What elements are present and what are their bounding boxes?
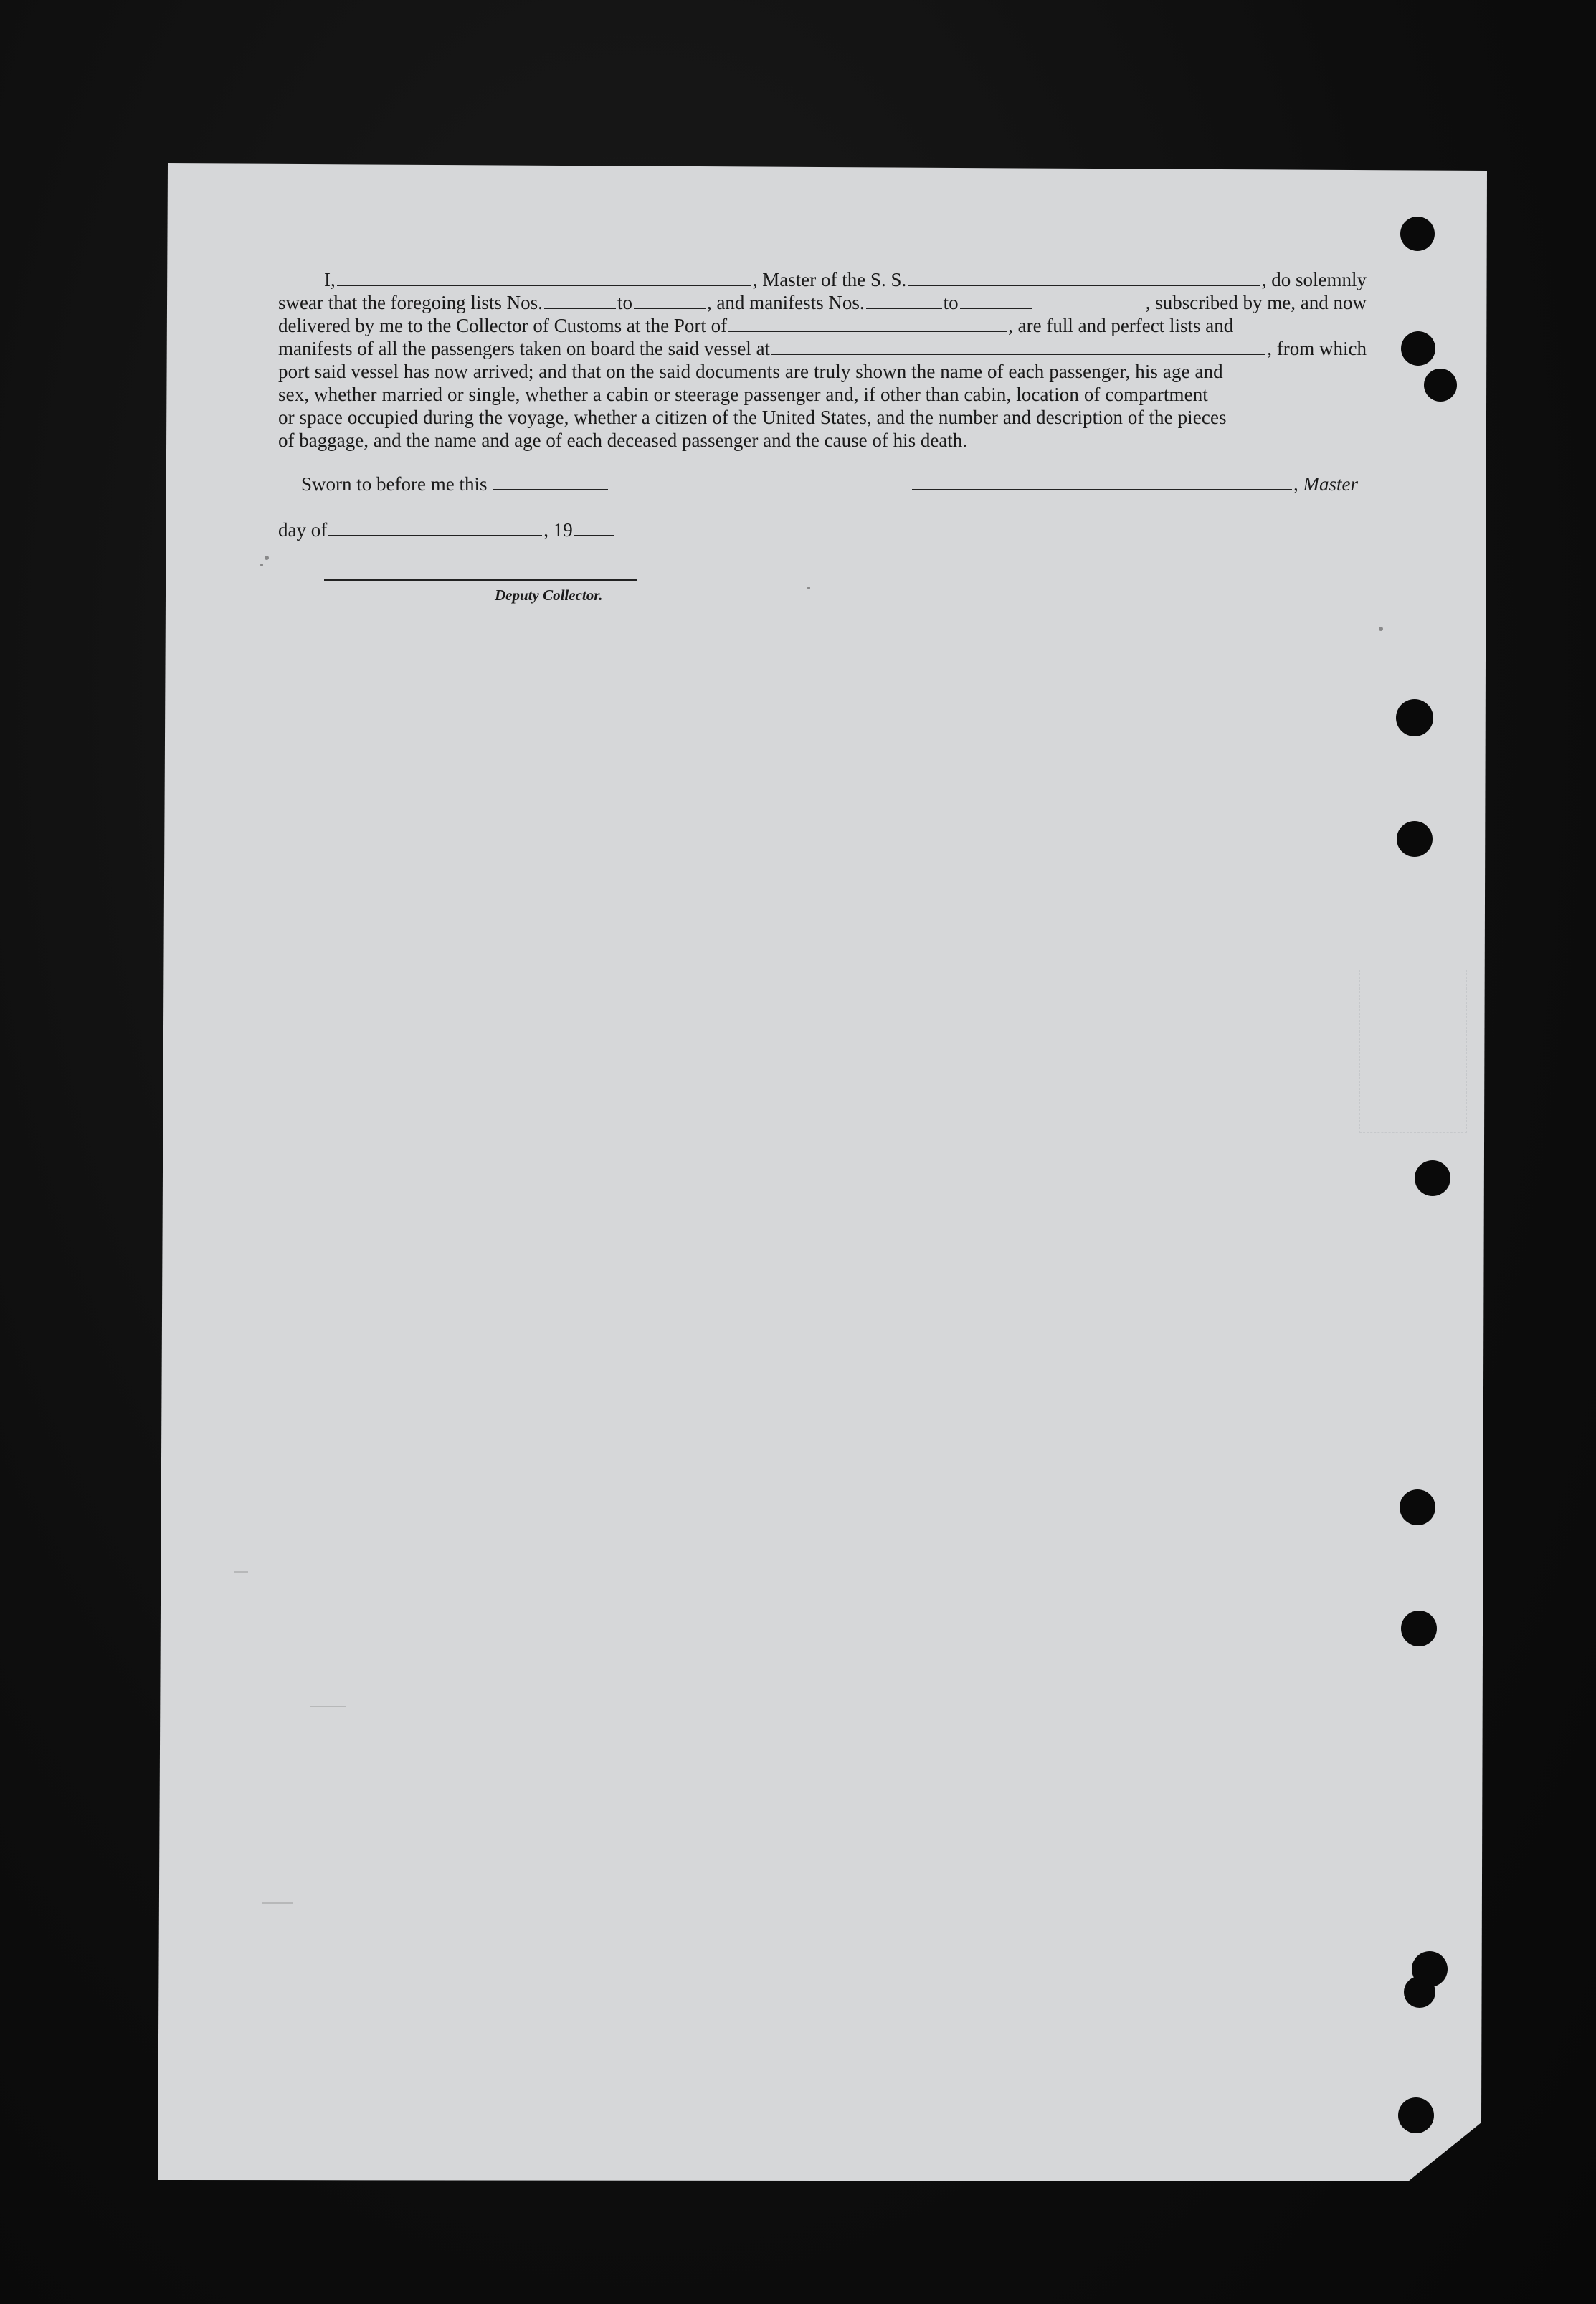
oath-text: , do solemnly xyxy=(1261,269,1367,290)
day-month-blank xyxy=(328,519,542,536)
list-from-blank xyxy=(544,292,616,309)
oath-text: to xyxy=(617,292,632,313)
oath-text: to xyxy=(943,292,959,313)
sworn-label: Sworn to before me this xyxy=(301,473,488,495)
oath-paragraph xyxy=(278,268,1367,452)
master-signature-row xyxy=(911,473,1358,496)
faint-stamp xyxy=(1359,970,1467,1133)
punch-hole-3 xyxy=(1424,369,1457,402)
manifest-to-blank xyxy=(960,292,1032,309)
speck xyxy=(265,556,269,560)
port-blank xyxy=(728,315,1007,332)
oath-line-2 xyxy=(278,291,1367,314)
paper xyxy=(158,163,1487,2181)
oath-text: , are full and perfect lists and xyxy=(1008,315,1234,336)
oath-line-1 xyxy=(278,268,1367,291)
punch-hole-1 xyxy=(1400,217,1435,251)
oath-line-4 xyxy=(278,337,1367,360)
ship-name-blank xyxy=(908,269,1260,286)
deputy-signature-line xyxy=(324,579,637,581)
oath-line-7: or space occupied during the voyage, whether a citizen of the United States, and the number and description of the pieces xyxy=(278,407,1227,428)
master-label: , Master xyxy=(1293,473,1358,495)
punch-hole-4 xyxy=(1396,699,1433,736)
day-label: day of xyxy=(278,519,328,541)
master-name-blank xyxy=(337,269,751,286)
oath-text: , and manifests Nos. xyxy=(706,292,865,313)
master-signature-blank xyxy=(912,473,1292,490)
oath-text: , from which xyxy=(1267,338,1367,359)
punch-hole-10 xyxy=(1404,1976,1435,2008)
punch-hole-8 xyxy=(1401,1611,1437,1646)
speck xyxy=(807,587,810,589)
year-label: , 19 xyxy=(543,519,573,541)
day-row xyxy=(278,519,616,541)
oath-line-5: port said vessel has now arrived; and that on the said documents are truly shown the name of each passenger, his age and xyxy=(278,361,1223,382)
oath-text: swear that the foregoing lists Nos. xyxy=(278,292,543,313)
oath-text: , subscribed by me, and now xyxy=(1145,292,1367,313)
departure-port-blank xyxy=(771,338,1265,355)
oath-text: I, xyxy=(324,269,336,290)
punch-hole-7 xyxy=(1400,1489,1435,1525)
oath-line-8: of baggage, and the name and age of each deceased passenger and the cause of his death. xyxy=(278,430,968,451)
punch-hole-2 xyxy=(1401,331,1435,366)
punch-hole-5 xyxy=(1397,821,1433,857)
list-to-blank xyxy=(634,292,706,309)
sworn-date-blank xyxy=(493,473,608,490)
speck xyxy=(260,564,263,566)
oath-line-6: sex, whether married or single, whether a cabin or steerage passenger and, if other than cabin, location of compartment xyxy=(278,384,1208,405)
oath-text: manifests of all the passengers taken on board the said vessel at xyxy=(278,338,771,359)
oath-text: , Master of the S. S. xyxy=(752,269,907,290)
manifest-from-blank xyxy=(866,292,942,309)
oath-line-3 xyxy=(278,314,1367,337)
year-blank xyxy=(574,519,614,536)
speck xyxy=(1379,627,1383,631)
punch-hole-11 xyxy=(1398,2097,1434,2133)
deputy-collector-label: Deputy Collector. xyxy=(495,587,603,604)
oath-text: delivered by me to the Collector of Customs at the Port of xyxy=(278,315,728,336)
sworn-row xyxy=(301,473,609,496)
punch-hole-6 xyxy=(1415,1160,1450,1196)
